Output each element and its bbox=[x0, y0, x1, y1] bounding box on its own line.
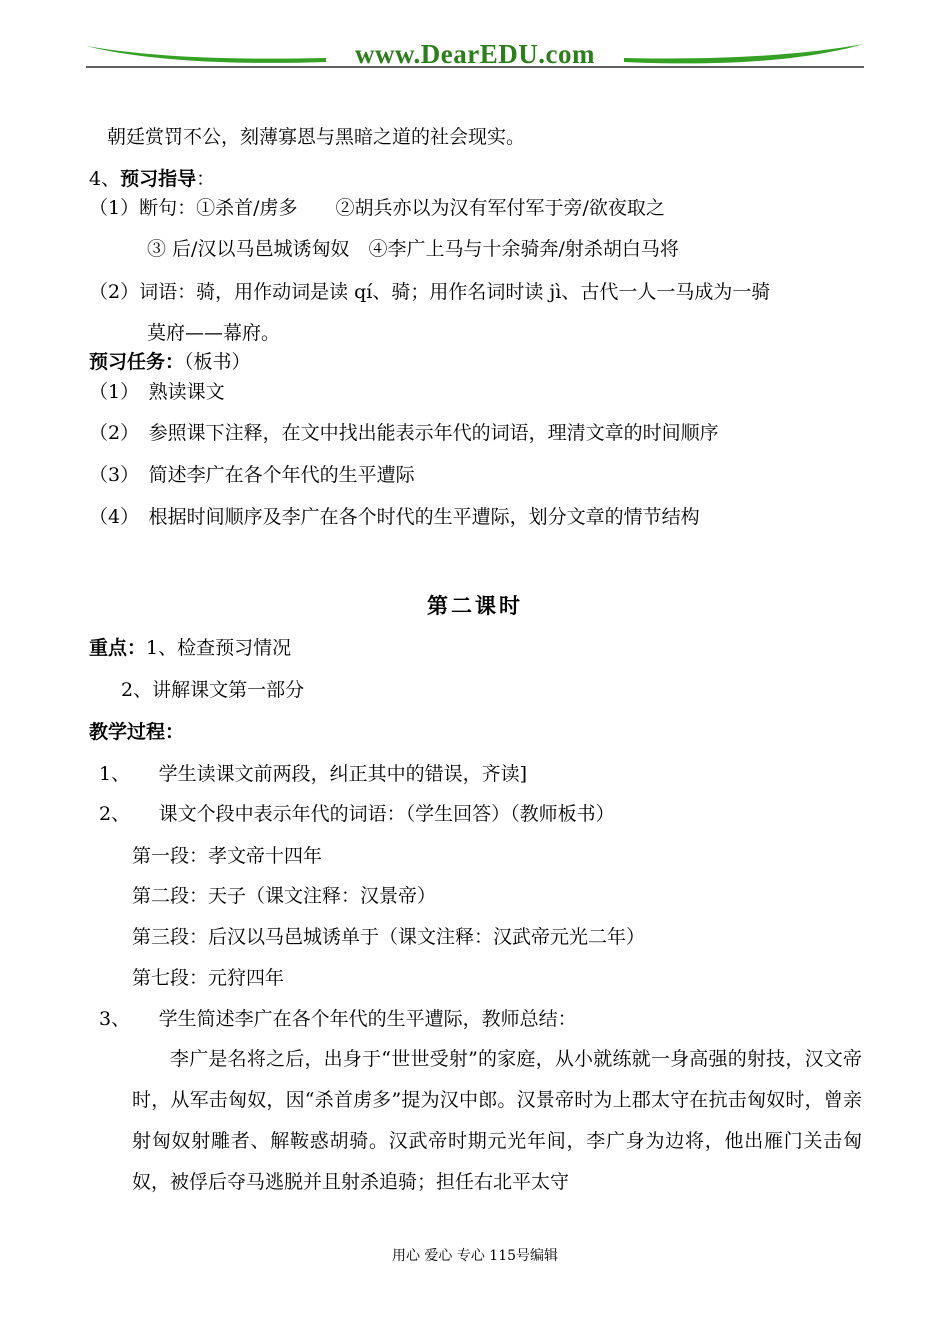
list-item: （3） 简述李广在各个年代的生平遭际 bbox=[89, 464, 415, 486]
list-item: （4） 根据时间顺序及李广在各个时代的生平遭际，划分文章的情节结构 bbox=[89, 506, 700, 528]
section-title: 第二课时 bbox=[427, 593, 523, 618]
text-line: （1）断句：①杀首/虏多 ②胡兵亦以为汉有军付军于旁/欲夜取之 bbox=[89, 197, 665, 219]
paragraph-year: 第三段：后汉以马邑城诱单于（课文注释：汉武帝元光二年） bbox=[132, 926, 646, 948]
paragraph-year: 第七段：元狩四年 bbox=[132, 967, 285, 989]
heading-note: （板书） bbox=[184, 351, 251, 373]
text-line: 莫府——幕府。 bbox=[147, 322, 281, 344]
process-label: 教学过程： bbox=[89, 721, 185, 743]
heading-preview-guide bbox=[89, 167, 215, 191]
step-item: 1、 学生读课文前两段，纠正其中的错误，齐读] bbox=[99, 763, 528, 785]
heading-preview-task bbox=[89, 350, 251, 374]
paragraph-year: 第二段：天子（课文注释：汉景帝） bbox=[132, 885, 437, 907]
step-item: 2、 课文个段中表示年代的词语：（学生回答）（教师板书） bbox=[99, 803, 615, 825]
focus-label: 重点： bbox=[89, 637, 147, 659]
focus-item: 2、讲解课文第一部分 bbox=[121, 679, 305, 701]
heading-label: 预习任务： bbox=[89, 351, 185, 373]
paragraph-year: 第一段：孝文帝十四年 bbox=[132, 845, 323, 867]
focus-item: 1、检查预习情况 bbox=[146, 637, 292, 659]
summary-paragraph: 李广是名将之后，出身于“世世受射”的家庭，从小就练就一身高强的射技，汉文帝时，从军击匈奴，因“杀首虏多”提为汉中郎。汉景帝时为上郡太守在抗击匈奴时，曾亲射匈奴射雕者、解鞍惑胡骑。汉武帝时期元光年间，李广身为边将，他出雁门关击匈奴，被俘后夺马逃脱并且射杀追骑；担任右北平太守 bbox=[132, 1048, 862, 1193]
heading-label: 预习指导 bbox=[120, 168, 197, 190]
text-line: （2）词语：骑，用作动词是读 qí、骑；用作名词时读 jì、古代一人一马成为一骑 bbox=[89, 281, 771, 303]
step-item: 3、 学生简述李广在各个年代的生平遭际，教师总结： bbox=[99, 1008, 577, 1030]
focus-line bbox=[89, 636, 291, 660]
text-line: 朝廷赏罚不公，刻薄寡恩与黑暗之道的社会现实。 bbox=[107, 126, 526, 148]
page-header bbox=[86, 36, 864, 72]
page-footer: 用心 爱心 专心 115号编辑 bbox=[391, 1248, 559, 1264]
heading-number: 4、 bbox=[89, 168, 121, 190]
list-item: （1） 熟读课文 bbox=[89, 381, 225, 403]
list-item: （2） 参照课下注释，在文中找出能表示年代的词语，理清文章的时间顺序 bbox=[89, 422, 719, 444]
site-title: www.DearEDU.com bbox=[355, 39, 595, 69]
heading-colon: ： bbox=[196, 168, 216, 190]
text-line: ③ 后/汉以马邑城诱匈奴 ④李广上马与十余骑奔/射杀胡白马将 bbox=[147, 238, 679, 260]
